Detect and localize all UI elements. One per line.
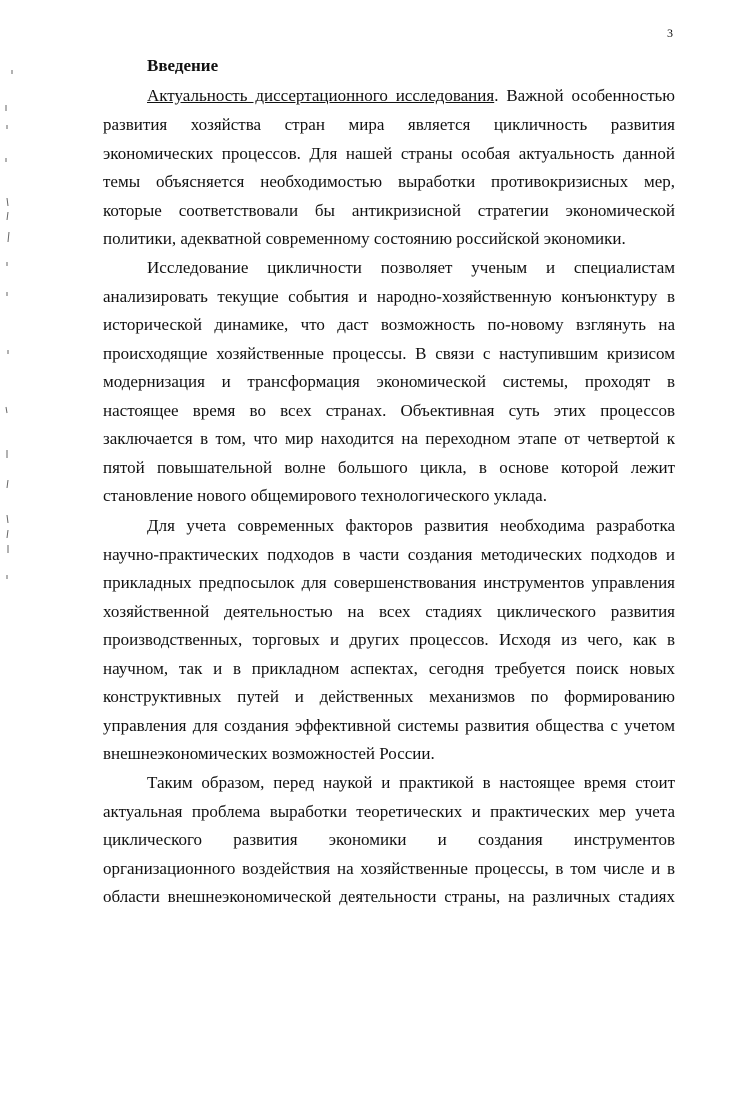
page-number: 3 (667, 26, 673, 40)
text-line: внешнеэкономических возможностей России. (103, 744, 435, 763)
text-line: развития хозяйства стран мира является цикличность развития (103, 115, 675, 134)
scan-mark (7, 530, 8, 538)
text-line: хозяйственной деятельностью на всех стадиях циклического развития (103, 602, 675, 621)
text-line: исторической динамике, что даст возможность по-новому взглянуть на (103, 315, 675, 334)
text-line: заключается в том, что мир находится на переходном этапе от четвертой к (103, 429, 675, 448)
scan-mark (7, 198, 8, 206)
first-line-rest: . Важной особенностью (494, 86, 675, 105)
text-line: конструктивных путей и действенных механизмов по формированию (103, 687, 675, 706)
text-line (147, 86, 675, 106)
text-line: модернизация и трансформация экономической системы, проходят в (103, 372, 675, 391)
text-line: Исследование цикличности позволяет ученым и специалистам (147, 258, 675, 277)
text-line: темы объясняется необходимостью выработки противокризисных мер, (103, 172, 675, 191)
scan-mark (7, 212, 8, 220)
text-line: Таким образом, перед наукой и практикой в настоящее время стоит (147, 773, 675, 792)
scan-mark (8, 232, 9, 242)
text-line: становление нового общемирового технологического уклада. (103, 486, 547, 505)
text-line: экономических процессов. Для нашей страны особая актуальность данной (103, 144, 675, 163)
text-line: анализировать текущие события и народно-хозяйственную конъюнктуру в (103, 287, 675, 306)
text-line: научно-практических подходов в части создания методических подходов и (103, 545, 675, 564)
scan-mark (6, 407, 7, 413)
text-line: которые соответствовали бы антикризисной стратегии экономической (103, 201, 675, 220)
text-line: организационного воздействия на хозяйственные процессы, в том числе и в (103, 859, 675, 878)
text-line: производственных, торговых и других процессов. Исходя из чего, как в (103, 630, 675, 649)
underlined-term: Актуальность диссертационного исследования (147, 86, 495, 105)
section-heading: Введение (147, 56, 219, 75)
text-line: Для учета современных факторов развития необходима разработка (147, 516, 675, 535)
text-line: политики, адекватной современному состоянию российской экономики. (103, 229, 626, 248)
text-line: пятой повышательной волне большого цикла, в основе которой лежит (103, 458, 675, 477)
text-line: актуальная проблема выработки теоретических и практических мер учета (103, 802, 675, 821)
scan-margin-marks (0, 0, 20, 1100)
text-line: области внешнеэкономической деятельности страны, на различных стадиях (103, 887, 675, 906)
text-line: циклического развития экономики и создания инструментов (103, 830, 675, 849)
text-line: научном, так и в прикладном аспектах, сегодня требуется поиск новых (103, 659, 675, 678)
text-line: прикладных предпосылок для совершенствования инструментов управления (103, 573, 675, 592)
text-line: происходящие хозяйственные процессы. В связи с наступившим кризисом (103, 344, 675, 363)
scan-mark (7, 480, 8, 488)
scan-mark (7, 515, 8, 523)
text-line: управления для создания эффективной системы развития общества с учетом (103, 716, 675, 735)
text-line: настоящее время во всех странах. Объективная суть этих процессов (103, 401, 675, 420)
